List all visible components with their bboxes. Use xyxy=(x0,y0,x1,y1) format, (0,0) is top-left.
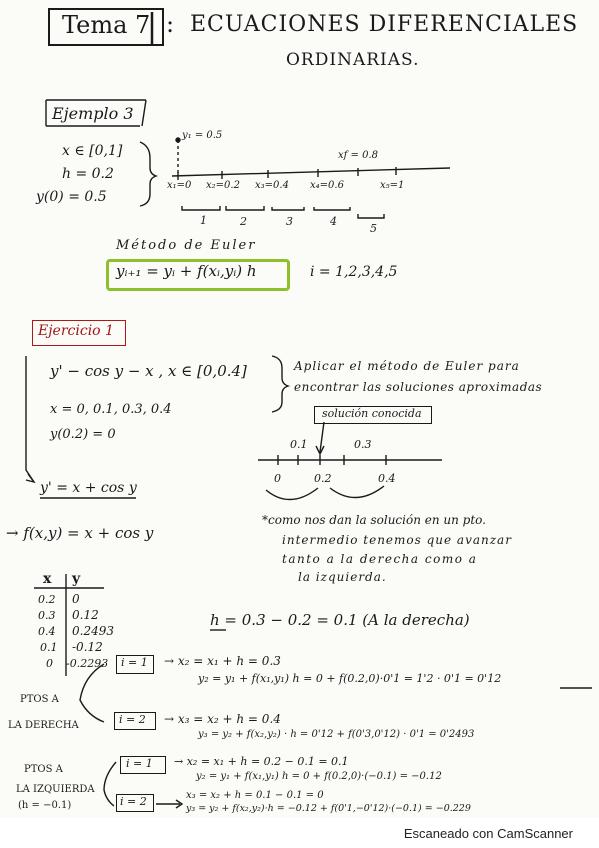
step-3: 3 xyxy=(286,215,293,228)
scanner-label: Escaneado con CamScanner xyxy=(403,826,573,841)
step-seg-3 xyxy=(272,207,304,210)
table-row-4-x: 0.1 xyxy=(40,641,58,654)
ejercicio-cond: y(0.2) = 0 xyxy=(50,427,116,442)
j2-label: i = 2 xyxy=(120,795,147,808)
axis-bottom-04: 0.4 xyxy=(378,472,396,485)
table-row-1-x: 0.2 xyxy=(38,593,56,606)
title-line2: ORDINARIAS. xyxy=(286,50,420,70)
euler-range: i = 1,2,3,4,5 xyxy=(310,264,398,280)
step-seg-2 xyxy=(226,206,264,210)
step-1: 1 xyxy=(200,214,207,227)
ejemplo-h: h = 0.2 xyxy=(62,166,114,182)
table-row-4-y: -0.12 xyxy=(72,640,103,654)
step-2: 2 xyxy=(240,215,247,228)
ptos-izquierda-3: (h = −0.1) xyxy=(18,800,72,811)
ejemplo-top-label: y₁ = 0.5 xyxy=(182,130,223,141)
euler-formula: yᵢ₊₁ = yᵢ + f(xᵢ,yᵢ) h xyxy=(116,262,257,280)
point-x4: x₄=0.6 xyxy=(310,180,344,191)
curve-right xyxy=(330,486,384,498)
ejemplo-y0: y(0) = 0.5 xyxy=(36,189,107,205)
axis-top-01: 0.1 xyxy=(290,438,308,451)
j1-line-a: → x₂ = x₁ + h = 0.2 − 0.1 = 0.1 xyxy=(174,755,349,768)
ejemplo-xf: xf = 0.8 xyxy=(338,150,378,161)
aplicar-line2: encontrar las soluciones aproximadas xyxy=(294,380,543,394)
sol-conocida: solución conocida xyxy=(322,407,422,420)
yprime-expression: y' = x + cos y xyxy=(40,480,137,496)
aplicar-line1: Aplicar el método de Euler para xyxy=(294,359,520,373)
i1-line-b: y₂ = y₁ + f(x₁,y₁) h = 0 + f(0.2,0)·0'1 = 1'2 · 0'1 = 0'12 xyxy=(198,672,502,685)
metodo-euler: Método de Euler xyxy=(116,238,257,253)
i2-line-a: → x₃ = x₂ + h = 0.4 xyxy=(164,712,281,726)
i2-label: i = 2 xyxy=(119,713,146,726)
table-row-3-x: 0.4 xyxy=(38,625,56,638)
ejercicio-equation: y' − cos y − x , x ∈ [0,0.4] xyxy=(50,362,247,380)
derecha-bracket xyxy=(80,664,104,722)
table-row-2-x: 0.3 xyxy=(38,609,56,622)
ptos-izquierda-1: PTOS A xyxy=(24,764,63,775)
point-x2: x₂=0.2 xyxy=(206,180,240,191)
i2-line-b: y₃ = y₂ + f(x₂,y₂) · h = 0'12 + f(0'3,0'12) · 0'1 = 0'2493 xyxy=(198,729,475,740)
ptos-izquierda-2: LA IZQUIERDA xyxy=(16,784,95,795)
table-row-1-y: 0 xyxy=(72,592,80,606)
step-seg-5 xyxy=(358,214,384,218)
i1-label: i = 1 xyxy=(121,656,148,669)
note-line3: tanto a la derecha como a xyxy=(282,552,478,566)
ejemplo-axis xyxy=(172,168,450,176)
ejemplo-domain: x ∈ [0,1] xyxy=(62,143,123,159)
point-x5: x₅=1 xyxy=(380,180,405,191)
fxy-expression: → f(x,y) = x + cos y xyxy=(6,524,154,542)
axis-top-03: 0.3 xyxy=(354,438,372,451)
flow-arrow-line xyxy=(26,356,34,482)
j2-line-a: x₃ = x₂ + h = 0.1 − 0.1 = 0 xyxy=(186,790,324,801)
ejercicio-label: Ejercicio 1 xyxy=(38,323,114,339)
tema-label: Tema 7 xyxy=(62,11,151,39)
table-header-x: x xyxy=(43,571,52,587)
point-x3: x₃=0.4 xyxy=(255,180,289,191)
step-5: 5 xyxy=(370,222,377,235)
ejemplo-box xyxy=(46,100,146,126)
table-row-5-x: 0 xyxy=(46,657,53,670)
ejercicio-xs: x = 0, 0.1, 0.3, 0.4 xyxy=(50,402,172,417)
title-line1: ECUACIONES DIFERENCIALES xyxy=(190,12,579,37)
point-x1: x₁=0 xyxy=(167,180,192,191)
note-line2: intermedio tenemos que avanzar xyxy=(282,533,512,547)
table-header-y: y xyxy=(72,571,81,587)
j1-label: i = 1 xyxy=(126,757,153,770)
scanner-footer xyxy=(0,818,599,848)
axis-bottom-02: 0.2 xyxy=(314,472,332,485)
ptos-derecha-1: PTOS A xyxy=(20,694,59,705)
note-line1: *como nos dan la solución en un pto. xyxy=(262,513,486,527)
ejemplo-label: Ejemplo 3 xyxy=(52,104,134,123)
ejemplo-brace xyxy=(140,142,156,206)
ejercicio-brace xyxy=(272,356,288,412)
ejemplo-start-dot xyxy=(176,138,180,142)
j1-line-b: y₂ = y₁ + f(x₁,y₁) h = 0 + f(0.2,0)·(−0.1) = −0.12 xyxy=(196,771,442,782)
step-4: 4 xyxy=(330,215,337,228)
j2-line-b: y₃ = y₂ + f(x₂,y₂)·h = −0.12 + f(0'1,−0'12)·(−0.1) = −0.229 xyxy=(186,803,471,814)
step-seg-1 xyxy=(182,206,220,210)
table-row-2-y: 0.12 xyxy=(72,608,99,622)
title-colon: : xyxy=(166,10,175,38)
curve-left xyxy=(266,488,318,500)
ptos-derecha-2: LA DERECHA xyxy=(8,720,79,731)
i1-line-a: → x₂ = x₁ + h = 0.3 xyxy=(164,654,281,668)
table-row-3-y: 0.2493 xyxy=(72,624,114,638)
izquierda-bracket xyxy=(104,762,116,806)
table-row-5-y: -0.2293 xyxy=(66,657,109,670)
note-line4: la izquierda. xyxy=(298,570,387,584)
step-seg-4 xyxy=(314,207,350,210)
h-right: h = 0.3 − 0.2 = 0.1 (A la derecha) xyxy=(210,611,470,629)
axis-bottom-0: 0 xyxy=(274,472,281,485)
